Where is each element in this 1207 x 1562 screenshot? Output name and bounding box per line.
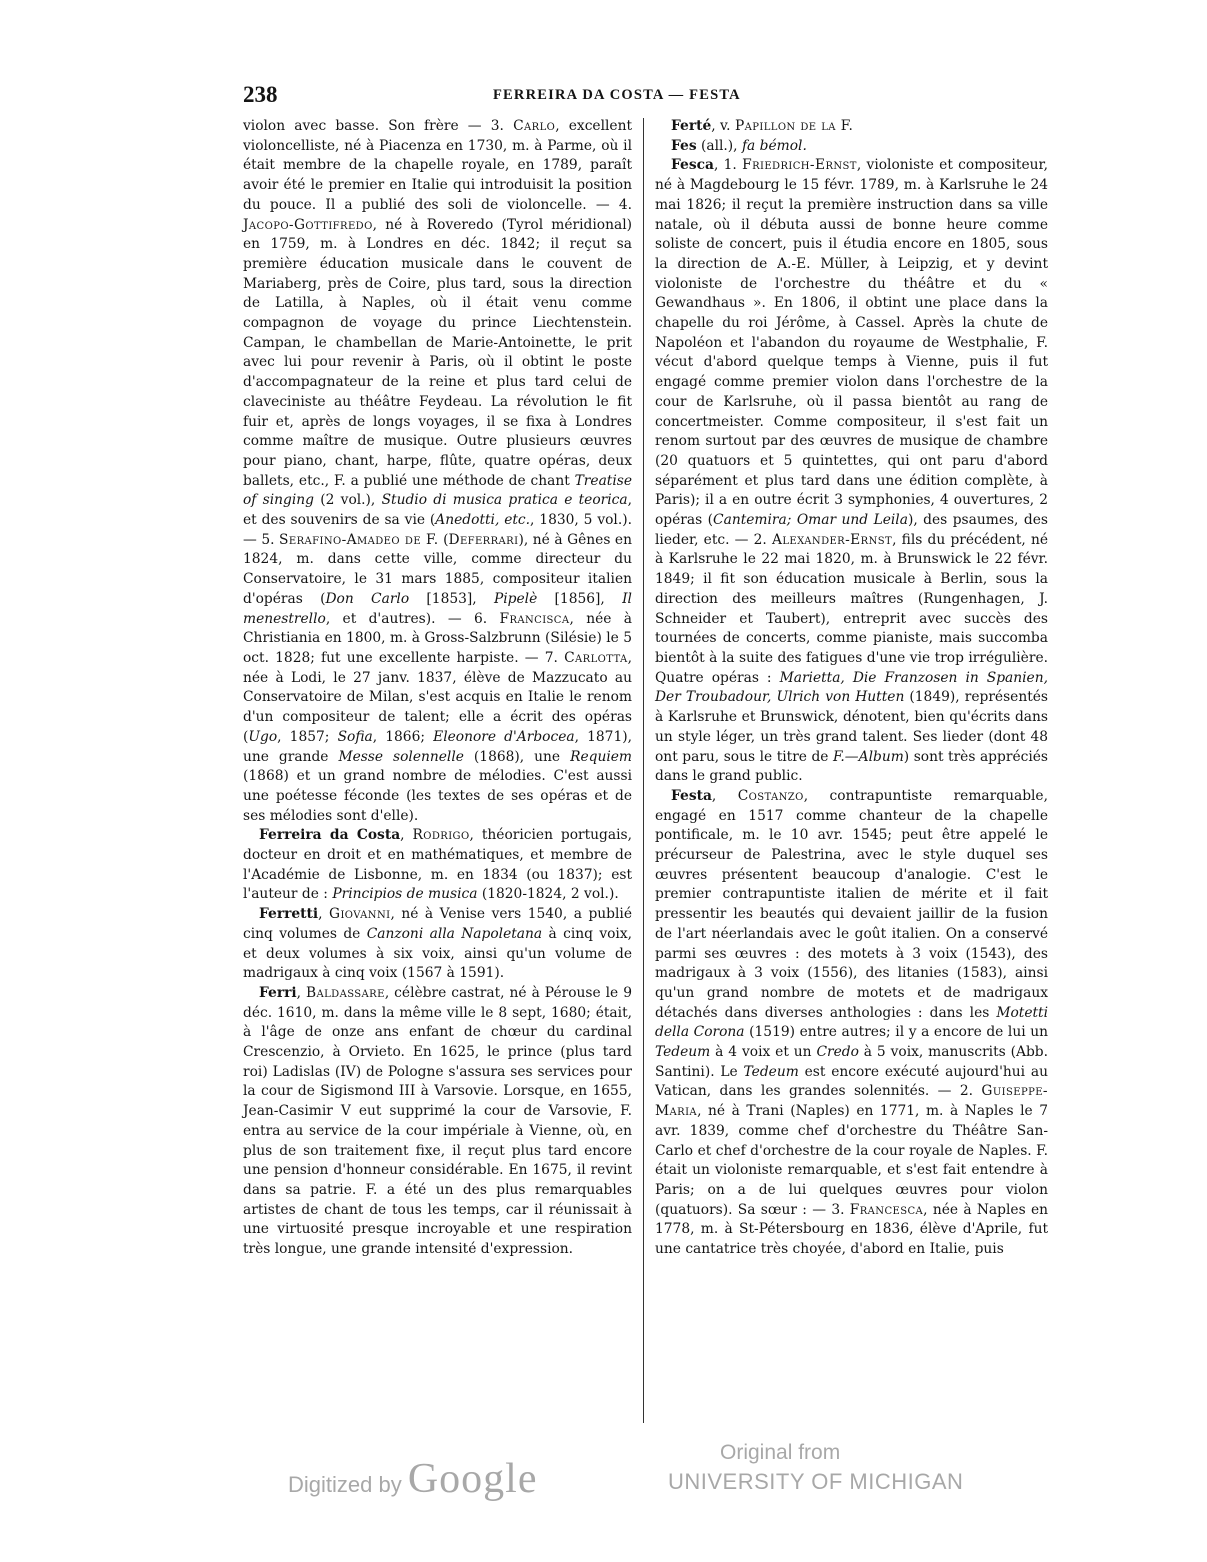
small-caps-name: Friedrich-Ernst: [742, 157, 857, 174]
small-caps-name: Alexander-Ernst: [772, 531, 893, 548]
entry-paragraph: [243, 984, 632, 1260]
small-caps-name: Francesca: [849, 1201, 924, 1218]
page-header: [243, 82, 1048, 112]
text-run: [1853],: [409, 590, 494, 607]
italic-title: Anedotti, etc.: [435, 512, 531, 529]
text-run: , née à Lodi, le 27 janv. 1837, élève de Mazzucato au Conservatoire de Milan, s'est acquis en Italie le renom d'un compositeur de talent; elle a écrit des opéras (: [243, 649, 632, 745]
italic-title: Pipelè: [493, 590, 538, 607]
entry-headword: Ferté: [671, 118, 712, 134]
digitized-by-watermark: [288, 1455, 538, 1503]
small-caps-name: Papillon de la F.: [734, 118, 854, 134]
italic-title: Credo: [816, 1044, 859, 1061]
entry-headword: Festa: [671, 787, 712, 804]
text-run: (1868), une: [463, 748, 571, 765]
small-caps-name: Rodrigo: [412, 827, 470, 844]
text-run: ), né à Gênes en 1824, m. dans cette ville, comme directeur du Conservatoire, le 31 mars 1885, compositeur italien d'opéras (: [243, 531, 632, 607]
text-run: ), des psaumes, des lieder, etc. — 2.: [655, 512, 1048, 548]
small-caps-name: Jacopo-Gottifredo: [243, 216, 373, 233]
entry-paragraph: [655, 117, 1048, 137]
small-caps-name: Deferrari: [448, 531, 519, 548]
text-run: , 1866;: [372, 728, 434, 745]
small-caps-name: Costanzo: [737, 787, 804, 804]
page-number: 238: [243, 82, 278, 107]
entry-headword: Fesca: [671, 157, 714, 174]
italic-title: Treatise of singing: [243, 472, 632, 509]
italic-title: Cantemira; Omar und Leila: [713, 512, 908, 529]
text-run: , et des souvenirs de sa vie (: [243, 492, 632, 529]
text-run: , excellent violoncelliste, né à Piacenza en 1730, m. à Parme, où il était membre de la chapelle royale, en 1789, paraît avoir été le premier en Italie qui introduisit la position du pouce. Il a publié des soli de violoncelle. — 4.: [243, 118, 633, 213]
italic-title: Eleonore d'Arbocea: [433, 728, 575, 745]
text-run: , célèbre castrat, né à Pérouse le 9 déc. 1610, m. dans la même ville le 8 sept, 1680; était, à l'âge de onze ans enfant de chœur du cardinal Crescenzio, à Orvieto. En 1625, le prince (plus tard roi) Ladislas (IV) de Pologne s'assura ses services pour la cour de Sigismond III à Varsovie. Lorsque, en 1655, Jean-Casimir V eut supprimé la cour de Varsovie, F. entra au service de la cour impériale à Vienne, où, en plus de son traitement fixe, il reçut plus tard encore une pension d'honneur considérable. En 1675, il revint dans sa patrie. F. a été un des plus remarquables artistes de chant de tous les temps, car il réunissait à une virtuosité presque incroyable et une respiration très longue, une grande intensité d'expression.: [243, 984, 632, 1258]
text-run: , née à Naples en 1778, m. à St-Pétersbourg en 1836, élève d'Aprile, fut une cantatrice très choyée, d'abord en Italie, puis: [655, 1201, 1048, 1258]
scan-footer: [0, 1437, 1207, 1507]
text-run: , né à Venise vers 1540, a publié cinq volumes de: [243, 906, 632, 942]
small-caps-name: Carlo: [513, 118, 556, 134]
italic-title: Requiem: [570, 748, 633, 765]
text-run: ,: [296, 984, 306, 1001]
italic-title: Tedeum: [743, 1063, 799, 1080]
text-run: ,: [400, 827, 413, 844]
small-caps-name: Francisca: [499, 610, 570, 627]
italic-title: Il menestrello: [243, 590, 632, 627]
entry-paragraph: [655, 787, 1048, 1260]
entry-headword: Ferretti: [259, 906, 319, 923]
text-run: , fils du précédent, né à Karlsruhe le 22 mai 1820, m. à Brunswick le 22 févr. 1849; il fit son éducation musicale à Berlin, sous la direction des meilleurs maîtres (Rungenhagen, J. Schneider et Taubert), entreprit avec succès des tournées de concerts, comme pianiste, mais succomba bientôt à la suite des fatigues d'une vie trop irrégulière. Quatre opéras :: [655, 531, 1048, 686]
text-run: , née à Christiania en 1800, m. à Gross-Salzbrunn (Silésie) le 5 oct. 1828; fut une excellente harpiste. — 7.: [243, 610, 632, 666]
text-run: (: [438, 531, 449, 548]
entry-headword: Ferreira da Costa: [259, 827, 401, 844]
text-run: (1868) et un grand nombre de mélodies. C'est aussi une poétesse féconde (les textes de ses opéras et de ses mélodies sont d'elle).: [243, 768, 632, 824]
entry-paragraph: [243, 905, 632, 984]
italic-title: F.—Album: [833, 748, 904, 765]
small-caps-name: Carlotta: [564, 649, 628, 666]
text-run: , 1.: [713, 157, 743, 174]
text-run: à 5 voix, manuscrits (Abb. Santini). Le: [655, 1044, 1048, 1080]
entry-headword: Ferri: [259, 984, 297, 1001]
text-run: (1820-1824, 2 vol.).: [477, 886, 619, 903]
text-run: à cinq voix, et deux volumes à six voix, ainsi qu'un volume de madrigaux à cinq voix (1567 à 1591).: [243, 925, 633, 982]
text-run: , né à Roveredo (Tyrol méridional) en 1759, m. à Londres en déc. 1842; il reçut sa première éducation musicale dans le couvent de Mariaberg, près de Coire, plus tard, sous la direction de Latilla, à Naples, où il était venu comme compagnon de voyage du prince Liechtenstein. Campan, le chambellan de Marie-Antoinette, le prit avec lui pour revenir à Paris, où il obtint le poste d'accompagnateur de la reine et plus tard celui de claveciniste au théâtre Feydeau. La révolution le fit fuir et, après de longs voyages, il se fixa à Londres comme maître de musique. Outre plusieurs œuvres pour piano, chant, harpe, flûte, quatre opéras, deux ballets, etc., F. a publié une méthode de chant: [243, 216, 632, 489]
text-run: à 4 voix et un: [710, 1044, 817, 1061]
italic-title: Don Carlo: [325, 590, 410, 607]
text-run: (all.),: [696, 137, 742, 154]
italic-title: Tedeum: [655, 1044, 711, 1061]
text-run: ) sont très appréciés dans le grand public.: [655, 748, 1048, 785]
italic-title: Studio di musica pratica e teorica: [381, 492, 628, 509]
text-run: (2 vol.),: [314, 492, 382, 509]
column-divider: [643, 118, 644, 1423]
entry-paragraph: [655, 137, 1048, 157]
right-column: [655, 117, 1048, 1260]
italic-title: Marietta, Die Franzosen in Spanien, Der Troubadour, Ulrich von Hutten: [655, 669, 1048, 706]
text-run: , et d'autres). — 6.: [325, 610, 500, 627]
small-caps-name: Giovanni: [329, 906, 391, 923]
google-logo: Google: [407, 1456, 538, 1502]
text-run: est encore exécuté aujourd'hui au Vatican, dans les grandes solennités. — 2.: [655, 1063, 1048, 1100]
left-column: [243, 117, 632, 1260]
small-caps-name: Serafino-Amadeo de F.: [279, 531, 439, 548]
text-run: [1856],: [537, 590, 623, 607]
entry-headword: Fes: [671, 137, 697, 154]
text-run: violon avec basse. Son frère — 3.: [243, 118, 514, 134]
small-caps-name: Guiseppe-Maria: [655, 1083, 1048, 1120]
italic-title: fa bémol.: [741, 137, 807, 154]
italic-title: Canzoni alla Napoletana: [366, 925, 543, 942]
italic-title: Motetti della Corona: [655, 1004, 1048, 1041]
institution-label: UNIVERSITY OF MICHIGAN: [668, 1469, 964, 1494]
text-run: ,: [318, 906, 330, 923]
entry-paragraph: [243, 117, 632, 826]
entry-paragraph: [243, 826, 632, 905]
original-from-label: Original from: [720, 1441, 841, 1464]
text-run: (1849), représentés à Karlsruhe et Brunswick, dénotent, bien qu'écrits dans un style léger, un très grand talent. Ses lieder (dont 48 ont paru, sous le titre de: [655, 689, 1048, 765]
italic-title: Principios de musica: [332, 886, 478, 903]
text-run: , 1830, 5 vol.). — 5.: [243, 512, 632, 548]
text-run: , v.: [711, 118, 735, 134]
text-run: , violoniste et compositeur, né à Magdebourg le 15 févr. 1789, m. à Karlsruhe le 24 mai 1826; il reçut la première instruction dans sa ville natale, où il débuta aussi de bonne heure comme soliste de concert, puis il étudia encore en 1805, sous la direction de A.-E. Müller, à Leipzig, et y devint violoniste de l'orchestre du théâtre et du « Gewandhaus ». En 1806, il obtint une place dans la chapelle du roi Jérôme, à Cassel. Après la chute de Napoléon et l'abandon du royaume de Westphalie, F. vécut d'abord quelque temps à Vienne, puis il fut engagé comme premier violon dans l'orchestre de la cour de Karlsruhe, où il passa bientôt au rang de concertmeister. Comme compositeur, il s'est fait un renom surtout par des œuvres de musique de chambre (20 quatuors et 5 quintettes, qui ont paru d'abord séparément et plus tard dans une édition complète, à Paris); il a en outre écrit 3 symphonies, 4 ouvertures, 2 opéras (: [655, 157, 1048, 529]
text-run: (1519) entre autres; il y a encore de lui un: [744, 1024, 1049, 1041]
text-run: , contrapuntiste remarquable, engagé en 1517 comme chanteur de la chapelle pontificale, m. le 10 avr. 1545; peut être appelé le précurseur de Palestrina, avec le style duquel ses œuvres présentent beaucoup d'analogie. C'est le premier contrapuntiste italien de mérite et il fait pressentir les beautés qui devaient jaillir de la fusion de l'art néerlandais avec le goût italien. On a conservé parmi ses œuvres : des motets à 3 voix (1543), des madrigaux à 3 voix (1556), des litanies (1583), ainsi qu'un grand nombre de motets et de madrigaux détachés dans diverses anthologies : dans les: [655, 787, 1048, 1021]
text-run: ,: [711, 787, 738, 804]
text-run: , 1857;: [277, 728, 338, 745]
running-title: FERREIRA DA COSTA — FESTA: [493, 87, 741, 103]
italic-title: Ugo: [248, 728, 278, 745]
italic-title: Sofia: [337, 728, 373, 745]
text-run: , théoricien portugais, docteur en droit et en mathématiques, et membre de l'Académie de Lisbonne, m. en 1834 (ou 1837); est l'auteur de :: [243, 827, 632, 903]
text-run: , né à Trani (Naples) en 1771, m. à Naples le 7 avr. 1839, comme chef d'orchestre du Théâtre San-Carlo et chef d'orchestre de la cour royale de Naples. F. était un violoniste remarquable, et s'est fait entendre à Paris; on a de lui quelques œuvres pour violon (quatuors). Sa sœur : — 3.: [655, 1103, 1048, 1218]
entry-paragraph: [655, 156, 1048, 787]
digitized-label: Digitized by: [288, 1472, 402, 1497]
small-caps-name: Baldassare: [305, 984, 385, 1001]
italic-title: Messe solennelle: [338, 748, 464, 765]
text-run: , 1871), une grande: [243, 728, 632, 765]
